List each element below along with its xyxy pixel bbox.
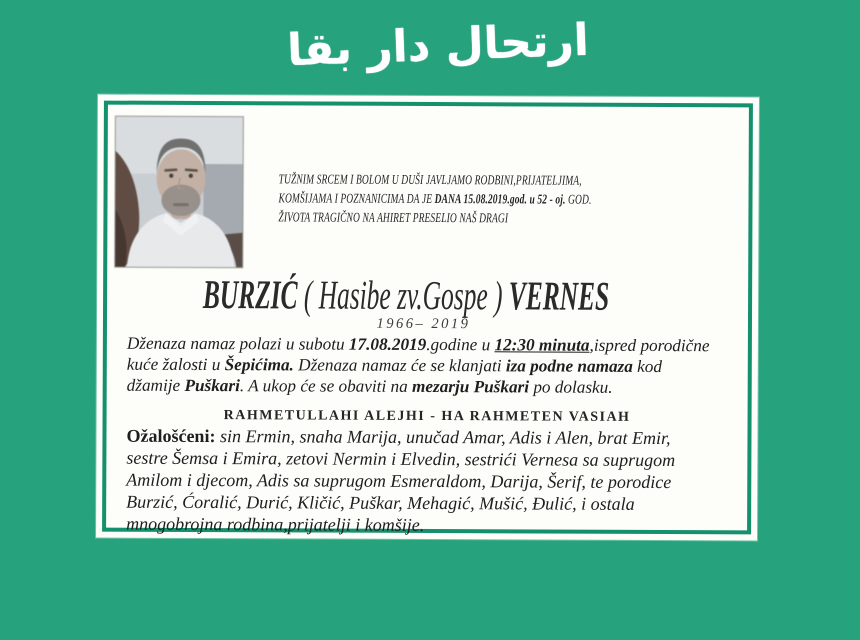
life-years: 1966– 2019: [376, 315, 471, 333]
text-segment: Ožalošćeni:: [126, 425, 216, 447]
text-segment: ( Hasibe zv.Gospe ): [297, 271, 509, 319]
text-segment: mezarju Puškari: [412, 376, 530, 397]
announcement-text: [278, 169, 726, 228]
deceased-name: [202, 271, 610, 319]
text-segment: sin Ermin, snaha Marija, unučad Amar, Adis i Alen, brat Emir, sestre Šemsa i Emira, zetovi Nermin i Elvedin, sestrići Vernesa sa suprugom Amilom i djecom, Adis sa suprugom Esmeraldom, Darija, Šerif, te porodice Burzić, Ćoralić, Durić, Kličić, Puškar, Mehagić, Mušić, Đulić, i ostala mnogobrojna rodbina,prijatelji i komšije.: [126, 426, 676, 535]
text-segment: .godine u: [426, 334, 495, 355]
text-segment: kod džamije: [126, 356, 663, 395]
funeral-details-text: [127, 333, 827, 399]
text-segment: po dolasku.: [529, 377, 613, 397]
text-segment: GOD. ŽIVOTA TRAGIČNO NA AHIRET PRESELIO NAŠ DRAGI: [278, 191, 592, 226]
portrait-illustration: [115, 117, 243, 268]
text-segment: BURZIĆ: [202, 271, 298, 318]
text-segment: TUŽNIM SRCEM I BOLOM U DUŠI JAVLJAMO RODBINI,PRIJATELJIMA, KOMŠIJAMA I POZNANICIMA DA JE: [278, 171, 582, 207]
text-segment: Puškari: [184, 375, 240, 396]
text-segment: ,ispred porodične kuće žalosti u: [126, 335, 710, 375]
text-segment: DANA 15.08.2019.god. u 52 - oj.: [434, 191, 566, 207]
text-segment: Dženaza namaz polazi u subotu: [126, 333, 349, 354]
card-inner-border: [102, 101, 753, 535]
prayer-line: RAHMETULLAHI ALEJHI - HA RAHMETEN VASIAH: [223, 408, 631, 425]
text-segment: iza podne namaza: [505, 356, 633, 376]
mourners-list-text: [126, 425, 826, 538]
text-segment: 17.08.2019: [348, 334, 427, 354]
text-segment: Dženaza namaz će se klanjati: [293, 355, 506, 376]
text-segment: 12:30 minuta: [494, 335, 590, 355]
deceased-photo: [114, 116, 244, 269]
obituary-card: [96, 95, 759, 541]
arabic-calligraphy: ارتحال دار بقا: [286, 14, 590, 77]
text-segment: Šepićima.: [224, 355, 294, 375]
text-segment: VERNES: [508, 272, 610, 319]
text-segment: . A ukop će se obaviti na: [239, 376, 413, 396]
